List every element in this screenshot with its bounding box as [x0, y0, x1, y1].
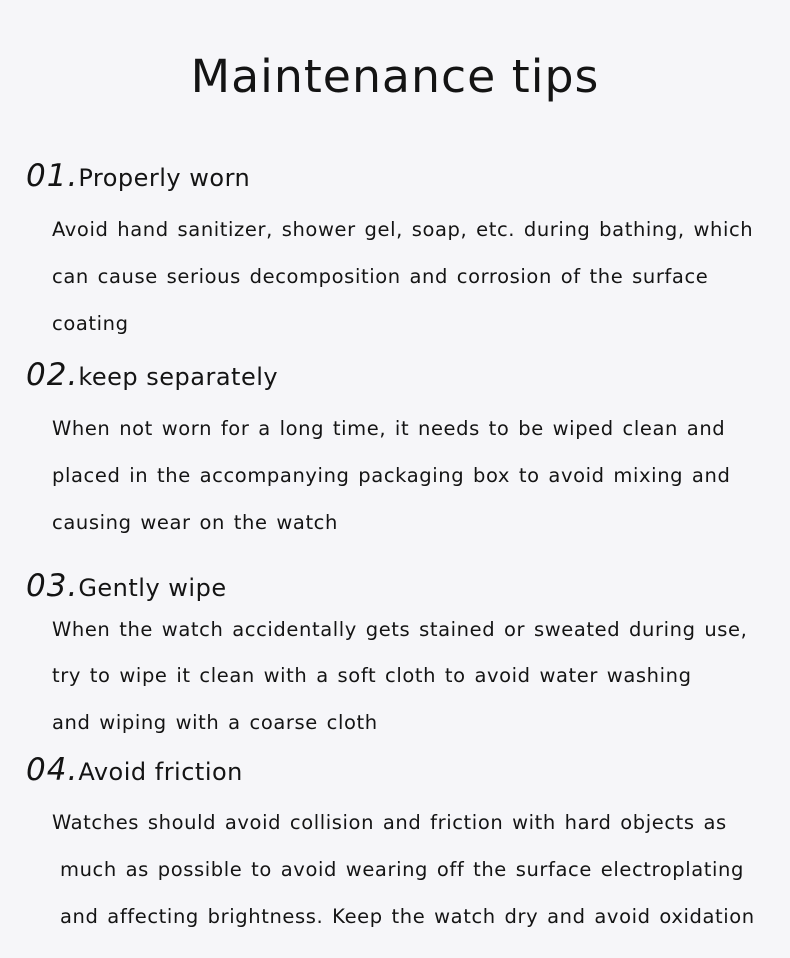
tip-text-line: placed in the accompanying packaging box to avoid mixing and — [52, 464, 731, 487]
tip-heading — [26, 156, 250, 201]
tip-number: 02. — [26, 357, 79, 393]
tip-text-line: Watches should avoid collision and friction with hard objects as — [52, 811, 727, 834]
tip-title: Gently wipe — [78, 574, 227, 602]
tip-number: 01. — [26, 158, 79, 194]
tip-heading — [26, 750, 243, 795]
tip-text-line: can cause serious decomposition and corrosion of the surface — [52, 265, 709, 288]
tip-text-line: try to wipe it clean with a soft cloth to avoid water washing — [52, 664, 692, 687]
tip-text-line: When the watch accidentally gets stained or sweated during use, — [52, 618, 748, 641]
tip-title: Properly worn — [78, 164, 251, 192]
tip-text-line: causing wear on the watch — [52, 511, 338, 534]
tip-text-line: Avoid hand sanitizer, shower gel, soap, etc. during bathing, which — [52, 218, 754, 241]
tip-heading — [26, 355, 278, 400]
tip-text-line: and affecting brightness. Keep the watch dry and avoid oxidation — [60, 905, 755, 928]
tip-text-line: and wiping with a coarse cloth — [52, 711, 378, 734]
tip-text-line: When not worn for a long time, it needs to be wiped clean and — [52, 417, 726, 440]
tip-number: 03. — [26, 568, 79, 604]
tip-number: 04. — [26, 752, 79, 788]
tip-title: Avoid friction — [78, 758, 243, 786]
tip-text-line: much as possible to avoid wearing off the surface electroplating — [60, 858, 744, 881]
tip-text-line: coating — [52, 312, 129, 335]
tip-heading — [26, 566, 227, 611]
tip-title: keep separately — [78, 363, 279, 391]
page-title: Maintenance tips — [190, 50, 600, 103]
